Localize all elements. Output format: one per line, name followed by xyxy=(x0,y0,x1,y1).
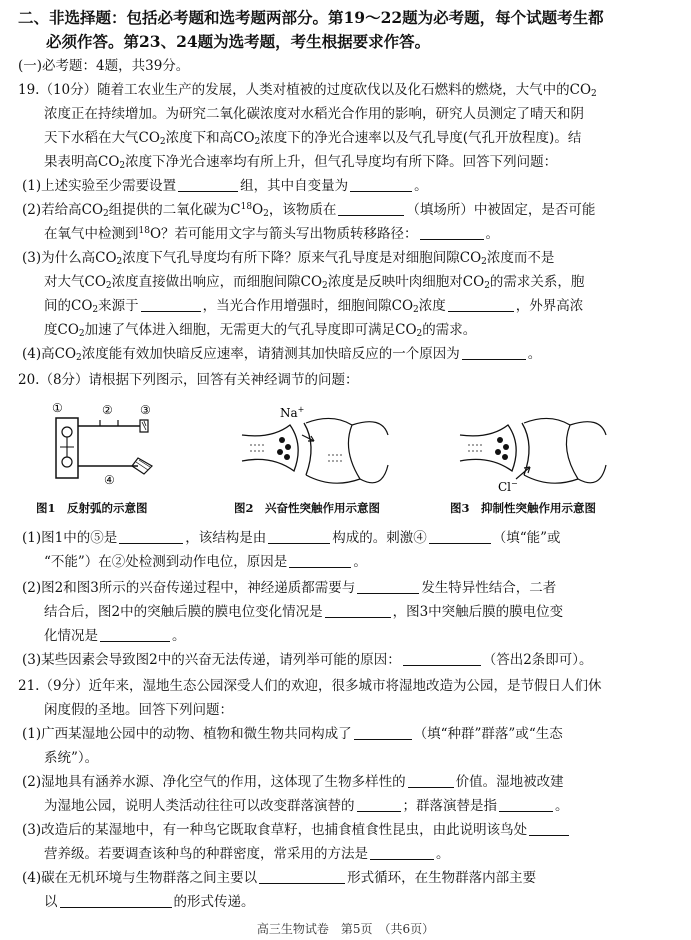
answer-blank[interactable] xyxy=(462,345,526,360)
answer-blank[interactable] xyxy=(350,177,412,192)
q21-part2-cont: 为湿地公园，说明人类活动往往可以改变群落演替的 ；群落演替是指 。 xyxy=(44,798,569,814)
q19-line4: 果表明高$CO_2$浓度下净光合速率均有所上升，但气孔导度均有所下降。回答下列问题： xyxy=(44,154,558,171)
figure3-inhibitory-synapse xyxy=(450,405,610,495)
answer-blank[interactable] xyxy=(119,529,183,544)
q21-part3-cont: 营养级。若要调查该种鸟的种群密度，常采用的方法是 。 xyxy=(44,846,450,862)
q19-line3: 天下水稻在大气$CO_2$浓度下和高$CO_2$浓度下的净光合速率以及气孔导度(气孔开放程度)。结 xyxy=(44,130,582,147)
figure1-label-2: ② xyxy=(102,403,113,417)
q19-line2: 浓度正在持续增加。为研究二氧化碳浓度对水稻光合作用的影响，研究人员测定了晴天和阴 xyxy=(44,106,584,122)
figure2-excitatory-synapse xyxy=(232,405,392,495)
q21-line1: 21.（9分）近年来，湿地生态公园深受人们的欢迎，很多城市将湿地改造为公园，是节假日人们休 xyxy=(18,678,602,694)
q19-part2: (2)若给高$CO_2$组提供的二氧化碳为$C^{18}O_2$，该物质在 （填场所）中被固定，是否可能 xyxy=(22,202,596,219)
q20-part3: (3)某些因素会导致图2中的兴奋无法传递，请列举可能的原因： （答出2条即可）。 xyxy=(22,652,593,668)
q20-part1-cont: “不能”）在②处检测到动作电位，原因是 。 xyxy=(44,554,367,570)
answer-blank[interactable] xyxy=(357,579,419,594)
answer-blank[interactable] xyxy=(141,297,201,312)
answer-blank[interactable] xyxy=(178,177,238,192)
section-title-line1: 二、非选择题：包括必考题和选考题两部分。第19～22题为必考题，每个试题考生都 xyxy=(18,8,604,27)
answer-blank[interactable] xyxy=(448,297,514,312)
q19-part3-cont1: 对大气$CO_2$浓度直接做出响应，而细胞间隙$CO_2$浓度是反映叶肉细胞对$CO_2$的需求关系，胞 xyxy=(44,274,585,291)
page-footer: 高三生物试卷 第5页 （共6页） xyxy=(256,922,435,936)
q21-part4: (4)碳在无机环境与生物群落之间主要以 形式循环，在生物群落内部主要 xyxy=(22,870,537,886)
q19-part3-cont3: 度$CO_2$加速了气体进入细胞，无需更大的气孔导度即可满足$CO_2$的需求。 xyxy=(44,322,477,339)
q21-part1: (1)广西某湿地公园中的动物、植物和微生物共同构成了 （填“种群”群落”或“生态 xyxy=(22,726,563,742)
figure1-label-1: ① xyxy=(52,401,63,415)
q19-part2-cont: 在氧气中检测到$^{18}$O？若可能用文字与箭头写出物质转移路径： 。 xyxy=(44,226,500,242)
answer-blank[interactable] xyxy=(60,893,172,908)
answer-blank[interactable] xyxy=(408,773,454,788)
answer-blank[interactable] xyxy=(357,797,401,812)
figure2-sodium-label: Na+ xyxy=(280,405,305,420)
figure1-reflex-arc xyxy=(40,400,170,490)
q20-intro: 20.（8分）请根据下列图示，回答有关神经调节的问题： xyxy=(18,372,359,388)
q20-part1: (1)图1中的⑤是 ，该结构是由 构成的。刺激④ （填“能”或 xyxy=(22,530,561,546)
answer-blank[interactable] xyxy=(499,797,553,812)
answer-blank[interactable] xyxy=(420,225,484,240)
answer-blank[interactable] xyxy=(325,603,391,618)
answer-blank[interactable] xyxy=(429,529,491,544)
answer-blank[interactable] xyxy=(529,821,569,836)
q21-part4-cont: 以 的形式传递。 xyxy=(44,894,255,910)
q21-part3: (3)改造后的某湿地中，有一种鸟它既取食草籽，也捕食植食性昆虫，由此说明该鸟处 xyxy=(22,820,571,840)
answer-blank[interactable] xyxy=(100,627,170,642)
answer-blank[interactable] xyxy=(403,651,481,666)
answer-blank[interactable] xyxy=(354,725,412,740)
figure3-caption: 图3 抑制性突触作用示意图 xyxy=(450,501,597,515)
answer-blank[interactable] xyxy=(259,869,345,884)
figure1-label-4: ④ xyxy=(104,473,115,487)
q19-part1: (1)上述实验至少需要设置 组，其中自变量为 。 xyxy=(22,178,428,194)
q19-part3: (3)为什么高$CO_2$浓度下气孔导度均有所下降？原来气孔导度是对细胞间隙$CO_2$浓度而不是 xyxy=(22,250,555,267)
q19-part4: (4)高$CO_2$浓度能有效加快暗反应速率，请猜测其加快暗反应的一个原因为 。 xyxy=(22,346,542,363)
answer-blank[interactable] xyxy=(268,529,330,544)
q20-part2-cont1: 结合后，图2中的突触后膜的膜电位变化情况是 ，图3中突触后膜的膜电位变 xyxy=(44,604,564,620)
q21-line2: 闲度假的圣地。回答下列问题： xyxy=(44,702,233,718)
figure3-chloride-label: Cl− xyxy=(498,479,518,494)
q20-part2: (2)图2和图3所示的兴奋传递过程中，神经递质都需要与 发生特异性结合，二者 xyxy=(22,580,557,596)
answer-blank[interactable] xyxy=(370,845,434,860)
figure2-caption: 图2 兴奋性突触作用示意图 xyxy=(234,501,381,515)
q21-part2: (2)湿地具有涵养水源、净化空气的作用，这体现了生物多样性的 价值。湿地被改建 xyxy=(22,774,564,790)
section-title-line2: 必须作答。第23、24题为选考题，考生根据要求作答。 xyxy=(46,32,431,51)
q20-part2-cont2: 化情况是 。 xyxy=(44,628,186,644)
q19-part3-cont2: 间的$CO_2$来源于 ，当光合作用增强时，细胞间隙$CO_2$浓度 ，外界高浓 xyxy=(44,298,584,315)
figure1-label-3: ③ xyxy=(140,403,151,417)
q19-line1: 19.（10分）随着工农业生产的发展，人类对植被的过度砍伐以及化石燃料的燃烧，大气中的$CO_2$ xyxy=(18,82,597,99)
answer-blank[interactable] xyxy=(338,201,404,216)
q21-part1-cont: 系统”）。 xyxy=(44,750,99,766)
figure1-caption: 图1 反射弧的示意图 xyxy=(36,501,148,515)
answer-blank[interactable] xyxy=(289,553,351,568)
section-subtitle: (一)必考题：4题，共39分。 xyxy=(18,58,190,74)
